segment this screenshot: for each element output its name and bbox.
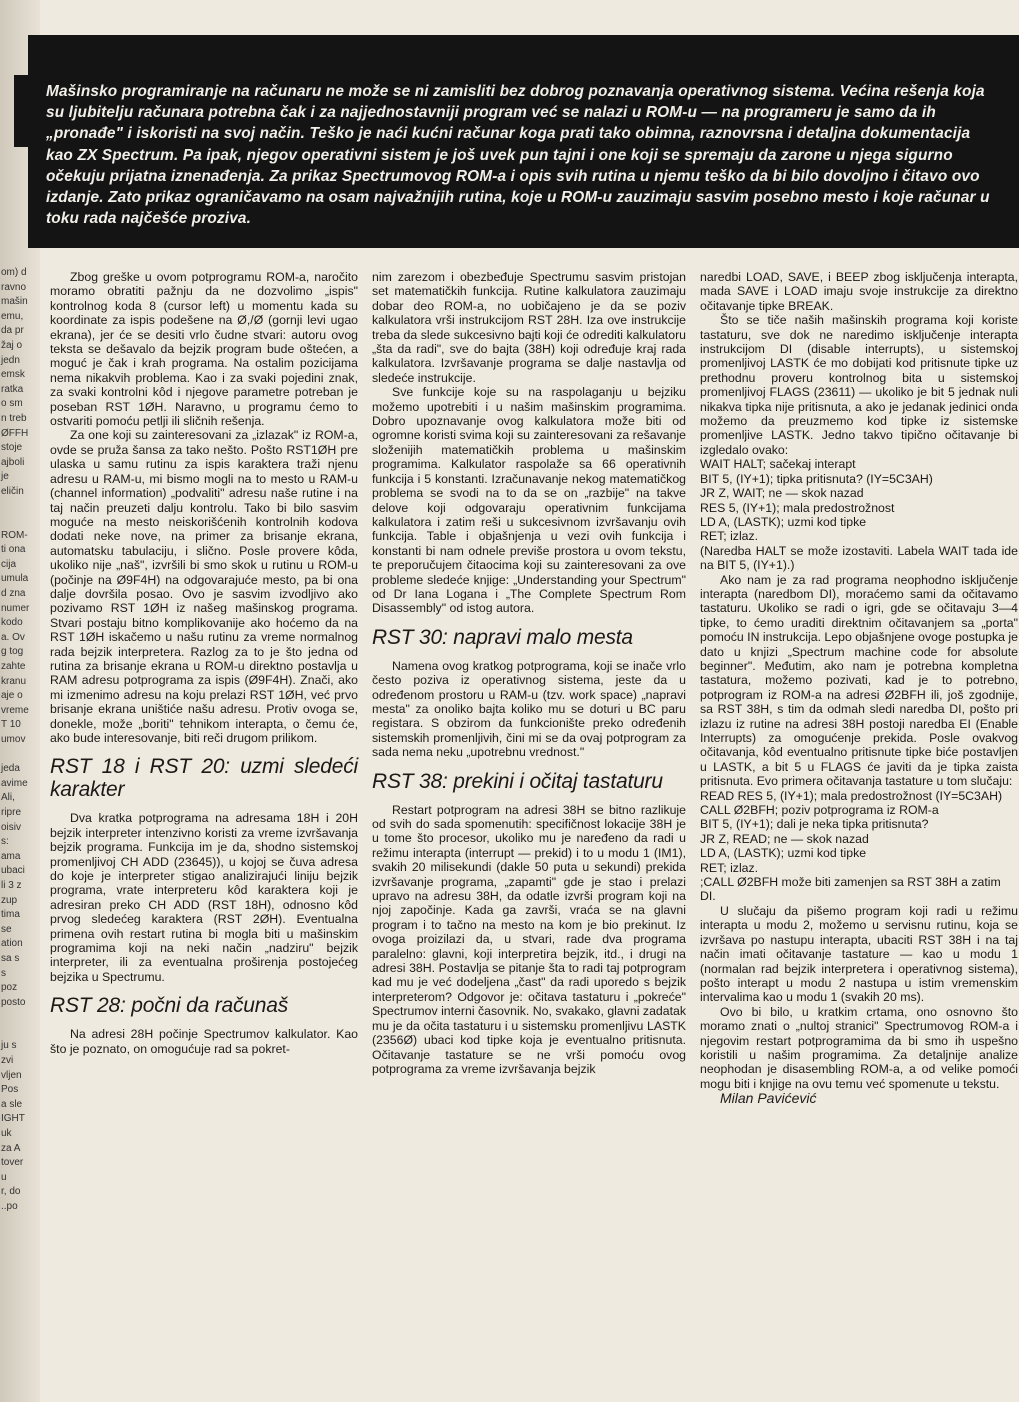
- margin-fragment: [0, 1025, 40, 1040]
- margin-fragment: s: [1, 967, 6, 979]
- margin-fragment: om) d: [1, 267, 27, 278]
- margin-fragment: u: [1, 1171, 7, 1183]
- paragraph: nim zarezom i obezbeđuje Spectrumu sasvim pristojan set matematičkih funkcija. Rutine kalkulatora zauzimaju dobar deo ROM-a, no uobičajeno je da se poziv kalkulatora vrši instrukcijom RST 28H. Iza ove instrukcije treba da slede sukcesivno bajti koji će odrediti kalkulatoru „šta da radi", sve do bajta (38H) koji određuje kraj rada kalkulatora. Izvršavanje programa se dalje nastavlja od sledeće instrukcije.: [372, 270, 686, 385]
- margin-fragment: sa s: [1, 952, 20, 964]
- code-line: WAIT HALT; sačekaj interapt: [700, 457, 856, 472]
- margin-fragment: a. Ov: [1, 631, 25, 643]
- margin-fragment: ratka: [1, 383, 24, 395]
- margin-fragment: za A: [1, 1142, 21, 1154]
- margin-fragment: IGHT: [1, 1113, 25, 1125]
- paragraph: Što se tiče naših mašinskih programa koji koriste tastaturu, sve dok ne naredimo isključenje interapta instrukcijom DI (disable interrupts), u sistemskoj promenljivoj LASTK će mo dobijati kod pritisnute tipke uz prethodnu proveru kontrolnog bita u sistemskoj promenljivoj FLAGS (23611) — ukoliko je bit 5 jednak nuli nikakva tipka nije pritisnuta, a ako je jedanak jedinici onda možemo da preuzmemo kod tipke iz sistemske promenljive LASTK. Jedno takvo tipično očitavanje bi izgledalo ovako:: [700, 313, 1018, 457]
- margin-fragment: o sm: [1, 398, 23, 410]
- margin-fragment: ama: [1, 850, 21, 862]
- margin-fragment: li 3 z: [1, 879, 22, 891]
- margin-fragment: zahte: [1, 661, 26, 673]
- margin-fragment: ROM-: [1, 529, 28, 541]
- margin-fragment: ØFFH: [1, 427, 29, 439]
- margin-fragment: cija: [1, 558, 17, 570]
- paragraph: Restart potprogram na adresi 38H se bitno razlikuje od svih do sada spomenutih: specifičnost lokacije 38H je u tome što procesor, ukoliko mu je naređeno da radi u režimu interapta (interrupt — prekid) i to u modu 1 (IM1), svakih 20 milisekundi (dakle 50 puta u sekundi) prekida izvršavanje programa, „zapamti" gde je stao i prelazi upravo na adresu 38H, da odatle izvrši program koji na njoj započinje. Kada ga završi, vraća se na glavni program i to tačno na mesto na kom je bio prekinut. Iz ovoga proizilazi da, u stvari, rade dva programa paralelno: glavni, koji interpretira bejzik, itd., i drugi na adresi 38H. Postavlja se pitanje šta to radi taj potprogram kad mu je već dodeljena „čast" da radi uporedo s bejzik interpreterom? Odgovor je: očitava tastaturu i „pokreće" Spectrumov interni časovnik. No, svakako, glavni zadatak mu je da očita tastaturu i u sistemsku promenljivu LASTK (2356Ø) ubaci kod tipke koja je eventualno pritisnuta. Očitavanje tastature se ne vrši pomoću ovog potprograma za vreme izvršavanja bejzik: [372, 802, 686, 1076]
- margin-fragment: se: [1, 923, 12, 935]
- paragraph: naredbi LOAD, SAVE, i BEEP zbog isključenja interapta, mada SAVE i LOAD imaju svoje instrukcije za direktno očitavanje tipke BREAK.: [700, 270, 1018, 313]
- margin-fragment: je: [1, 471, 9, 483]
- margin-fragment: ju s: [1, 1040, 17, 1052]
- margin-fragment: stoje: [1, 442, 23, 454]
- paragraph: (Naredba HALT se može izostaviti. Labela WAIT tada ide na BIT 5, (IY+1).): [700, 543, 1018, 573]
- margin-fragment: poz: [1, 982, 18, 994]
- margin-fragment: ripre: [1, 806, 22, 818]
- margin-fragment: emu,: [1, 310, 24, 322]
- code-line: READ RES 5, (IY+1); mala predostrožnost (IY=5C3AH): [700, 788, 1003, 803]
- code-line: LD A, (LASTK); uzmi kod tipke: [700, 514, 867, 529]
- margin-fragment: [0, 1010, 40, 1025]
- margin-fragment: zvi: [1, 1055, 14, 1067]
- margin-fragment: zup: [1, 894, 18, 906]
- margin-fragment: n treb: [1, 412, 27, 424]
- margin-fragment: [0, 500, 40, 515]
- intro-banner: [28, 35, 1019, 248]
- margin-fragment: r, do: [1, 1186, 21, 1198]
- margin-fragment: eličin: [1, 485, 24, 497]
- code-line: RET; izlaz.: [700, 529, 759, 544]
- code-line: ;CALL Ø2BFH može biti zamenjen sa RST 38H a zatim DI.: [700, 875, 1001, 904]
- subheading-rst38: RST 38: prekini i očitaj tastaturu: [372, 769, 663, 793]
- column-2: [372, 270, 686, 1076]
- intro-text: Mašinsko programiranje na računaru ne može se ni zamisliti bez dobrog poznavanja operativnog sistema. Većina rešenja koja su ljubitelju računara potrebna čak i za najjednostavniji program već se nalazi u ROM-u — na programeru je samo da ih „pronađe" i iskoristi na svoj način. Teško je naći kućni računar koga prati tako obimna, raznovrsna i detaljna dokumentacija kao ZX Spectrum. Pa ipak, njegov operativni sistem je još uvek pun tajni i one koji se spremaju da zarone u njega sigurno očekuju prijatna iznenađenja. Za prikaz Spectrumovog ROM-a i opis svih rutina u njemu teško da bi bilo dovoljno i čitavo ovo izdanje. Zato prikaz ograničavamo na osam najvažnijih rutina, koje u ROM-u zauzimaju sasvim posebno mesto i koje računar u toku rada najčešće proziva.: [46, 83, 990, 228]
- margin-fragment: ravno: [1, 281, 27, 293]
- paragraph: Ovo bi bilo, u kratkim crtama, ono osnovno što moramo znati o „nultoj stranici" Spectrumovog ROM-a i njegovim restart potprogramima da bi smo ih uspešno koristili u našim programima. Za detaljnije analize neophodan je disasembling ROM-a, a od velike pomoći mogu biti i knjige na ovu temu već spomenute u tekstu.: [700, 1004, 1018, 1091]
- margin-fragment: T 10: [1, 719, 21, 731]
- code-line: JR Z, READ; ne — skok nazad: [700, 831, 869, 846]
- margin-fragment: ti ona: [1, 544, 26, 556]
- code-line: LD A, (LASTK); uzmi kod tipke: [700, 846, 867, 861]
- code-line: BIT 5, (IY+1); dali je neka tipka pritisnuta?: [700, 817, 929, 832]
- margin-fragment: tima: [1, 909, 20, 921]
- margin-fragment: mašin: [1, 296, 28, 308]
- margin-fragment: uk: [1, 1128, 12, 1140]
- margin-fragment: avime: [1, 777, 28, 789]
- margin-fragment: da pr: [1, 325, 24, 337]
- paragraph: Sve funkcije koje su na raspolaganju u bejziku možemo upotrebiti i u našim mašinskim programima. Dobro upoznavanje ovog kalkulatora može biti od ogromne koristi svima koji su zainteresovani za rešavanje složenijih matematičkih problema u mašinskim programima. Kalkulator raspolaže sa 66 operativnih funkcija i 5 konstanti. Izračunavanje nekog matematičkog problema se svodi na to da se on „razbije" na takve delove koji odgovaraju operativnim funkcijama kalkulatora i zatim reši u sukcesivnom izvršavanju ovih funkcija. Table i objašnjenja u vezi ovih funkcija i konstanti bi nam odnele previše prostora u ovom tekstu, te preporučujem čitaocima koji su zainteresovani za ove probleme sledeće knjige: „Understanding your Spectrum" od Dr Iana Logana i „The Complete Spectrum Rom Disassembly" od istog autora.: [372, 385, 686, 616]
- paragraph: Namena ovog kratkog potprograma, koji se inače vrlo često poziva iz operativnog sistema, jeste da u određenom prostoru u RAM-u (tzv. work space) „napravi mesta" za onoliko bajta koliko mu se doturi u BC paru registara. S obzirom da funkcionište preko određenih sistemskih promenljivih, čini mi se da ovaj potprogram za sada nema neku „upotrebnu vrednost.": [372, 658, 686, 760]
- margin-fragment: numer: [1, 602, 30, 614]
- paragraph: Za one koji su zainteresovani za „izlazak" iz ROM-a, ovde se pruža šansa za tako nešto. Pošto RST1ØH pre ulaska u samu rutinu za ispis karaktera traži njenu adresu u RAM-u, mi bismo mogli na to mesto u RAM-u (channel information) „podvaliti" adresu naše rutine i na taj način preuzeti dalju kontrolu. Tako bi bilo sasvim moguće na mesto neiskorišćenih kontrolnih kodova dodati neke nove, na primer za brisanje ekrana, automatsku tabulaciju, i slično. Posle provere kôda, ukoliko nije „naš", izvršili bi smo skok u rutinu u ROM-u (počinje na Ø9F4H) na odgovarajuće mesto, pa bi ona dalje dovršila posao. Ovo je sasvim izvodljivo ako pozivamo RST 1ØH iz našeg mašinskog programa. Stvari postaju bitno komplikovanije ako hoćemo da na RST 1ØH iskačemo u našu rutinu za vreme normalnog rada bejzik interpretera. Razlog za to je što jedna od rutina za brisanje ekrana u ROM-u direktno postavlja u RAM adresu potprograma za ispis (Ø9F4H). Znači, ako mi izmenimo adresu na koju prelazi RST 1ØH, već prvo brisanje ekrana uništiće našu adresu. Protiv ovoga se, donekle, može „boriti" tehnikom interapta, o čemu će, ako bude interesovanje, biti reči drugom prilikom.: [50, 428, 358, 745]
- margin-fragment: vreme: [1, 704, 29, 716]
- margin-fragment: jeda: [1, 763, 20, 775]
- margin-fragment: umov: [1, 734, 26, 745]
- margin-fragment: Pos: [1, 1084, 19, 1096]
- margin-fragment: jedn: [1, 354, 20, 366]
- column-1: [50, 270, 358, 1056]
- margin-fragment: [0, 514, 40, 529]
- margin-fragment: aje o: [1, 690, 23, 702]
- code-line: RET; izlaz.: [700, 860, 759, 875]
- code-line: RES 5, (IY+1); mala predostrožnost: [700, 500, 895, 515]
- margin-fragment: [0, 748, 40, 763]
- margin-fragment: ..po: [1, 1201, 18, 1212]
- author-signature: Milan Pavićević: [720, 1090, 817, 1107]
- code-line: JR Z, WAIT; ne — skok nazad: [700, 486, 864, 501]
- paragraph: Ako nam je za rad programa neophodno isključenje interapta (naredbom DI), moraćemo sami da očitavamo tastaturu. Ukoliko se radi o igri, gde se očitavaju 3—4 tipke, to ćemo uraditi direktnim očitavanjem sa „porta" pomoću IN instrukcija. Lepo objašnjene ovoge postupka je dato u knjizi „Spectrum machine code for absolute beginner". Međutim, ako nam je potrebna kompletna tastatura, možemo pozivati, kad je to potrebno, potprogram iz ROM-a na adresi Ø2BFH ili, još zgodnije, sa RST 38H, s tim da odmah sledi naredba DI, pošto pri izlazu iz rutine na adresi 38H postoji naredba EI (Enable Interrupts) za omogućenje prekida. Posle ovakvog očitavanja, kôd eventualno pritisnute tipke biće postavljen u LASTK, a bit 5 u FLAGS će javiti da je tipka zaista pritisnuta. Evo primera očitavanja tastature u tom slučaju:: [700, 572, 1018, 789]
- margin-fragment: ation: [1, 938, 23, 950]
- paragraph: Na adresi 28H počinje Spectrumov kalkulator. Kao što je poznato, on omogućuje rad sa pokret-: [50, 1027, 358, 1056]
- margin-fragment: ubaci: [1, 865, 25, 877]
- margin-fragment: tover: [1, 1157, 24, 1169]
- subheading-rst28: RST 28: počni da računaš: [50, 994, 289, 1018]
- margin-fragment: emsk: [1, 369, 25, 381]
- subheading-rst30: RST 30: napravi malo mesta: [372, 625, 633, 649]
- margin-fragment: g tog: [1, 646, 24, 658]
- margin-fragment: kodo: [1, 617, 23, 629]
- margin-fragment: d zna: [1, 588, 26, 600]
- margin-fragment: oisiv: [1, 821, 22, 833]
- code-line: BIT 5, (IY+1); tipka pritisnuta? (IY=5C3AH): [700, 471, 933, 486]
- subheading-rst18-rst20: RST 18 i RST 20: uzmi sledeći karakter: [50, 755, 358, 802]
- margin-fragment: vljen: [1, 1069, 22, 1081]
- code-line: CALL Ø2BFH; poziv potprograma iz ROM-a: [700, 803, 939, 818]
- paragraph: Dva kratka potprograma na adresama 18H i 20H bejzik interpreter intenzivno koristi za vreme izvršavanja bejzik programa. Funkcija im je da, shodno sistemskoj promenljivoj CH ADD (23645)), u kojoj se čuva adresa do koje je interpreter stigao analizirajući liniju bejzik programa, vrate interpreteru kôd karaktera koji je adresiran preko CH ADD (RST 18H), odnosno kôd prvog sledećeg karaktera (RST 2ØH). Eventualna primena ovih restart rutina bi mogla biti u mašinskim programima koji na neki način „nadziru" bejzik interpreter, ili za eventualna proširenja postojećeg bejzika u Spectrumu.: [50, 811, 358, 984]
- margin-fragment: umula: [1, 573, 29, 585]
- margin-fragment: s:: [1, 836, 9, 848]
- margin-fragment: ajboli: [1, 456, 25, 468]
- paragraph: Zbog greške u ovom potprogramu ROM-a, naročito moramo obratiti pažnju da ne dozvolimo „ispis" kontrolnog koda 8 (cursor left) u momentu kada su koordinate za ispis podešene na Ø,/Ø (gornji levi ugao ekrana), jer će se desiti vrlo čudne stvari: autoru ovog teksta se dešavalo da bejzik program bude oštećen, a moguć je čak i krah programa. Na ostalim pozicijama nema nikakvih problema. Kao i za svaki pojedini znak, za svaki kontrolni kôd i njegove parametre potreban je poseban RST 1ØH. Naravno, u programu ćemo to ostvariti pomoću petlji ili sličnih rešenja.: [50, 270, 358, 429]
- margin-fragment: kranu: [1, 675, 27, 687]
- margin-fragment: žaj o: [1, 339, 23, 351]
- margin-fragment: posto: [1, 996, 26, 1008]
- column-3: [700, 270, 1018, 1106]
- paragraph: U slučaju da pišemo program koji radi u režimu interapta u modu 2, možemo u servisnu rutinu, koja se izvršava po nastupu interapta, ubaciti RST 38H i na taj način imati očitavanje tastature — kao u modu 1 (normalan rad bejzik interpretera i operativnog sistema), pošto interapt u modu 2 nastupa u istim vremenskim intervalima kao u modu 1 (svakih 20 ms).: [700, 903, 1018, 1005]
- margin-fragment: Ali,: [1, 792, 15, 804]
- margin-fragment: a sle: [1, 1098, 23, 1110]
